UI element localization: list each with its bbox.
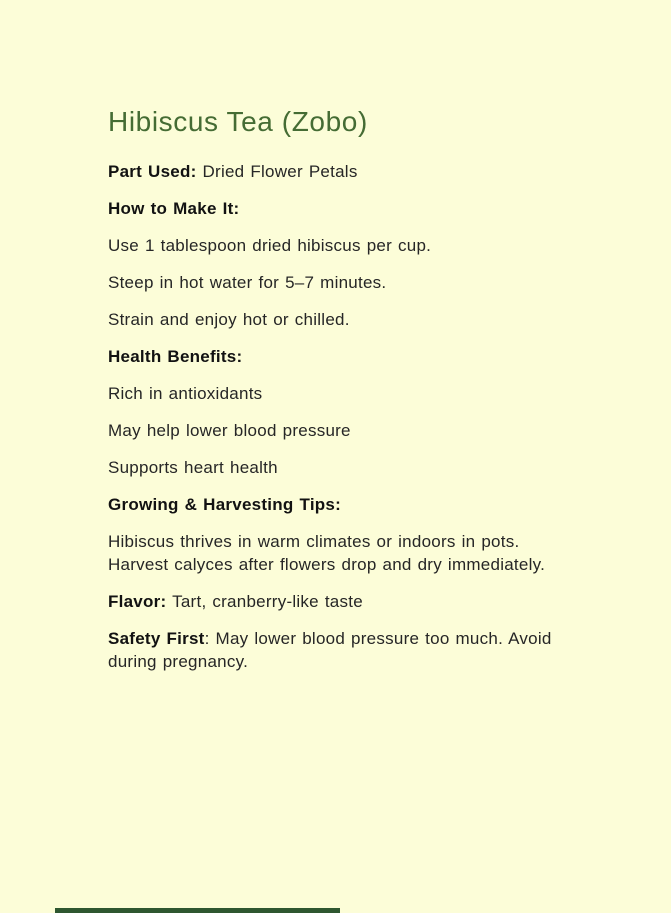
- paragraph-text: Rich in antioxidants: [108, 384, 263, 403]
- paragraph-part-used: [108, 160, 570, 183]
- section-label: How to Make It:: [108, 199, 240, 218]
- section-label: Growing & Harvesting Tips:: [108, 495, 342, 514]
- next-page-edge-bar: [55, 908, 340, 913]
- paragraph-text: : May lower blood pressure too much. Avoid during pregnancy.: [108, 629, 552, 671]
- paragraph-text: Use 1 tablespoon dried hibiscus per cup.: [108, 236, 432, 255]
- paragraph-text: Strain and enjoy hot or chilled.: [108, 310, 350, 329]
- section-label: Safety First: [108, 629, 205, 648]
- paragraph-text: Hibiscus thrives in warm climates or indoors in pots. Harvest calyces after flowers drop and dry immediately.: [108, 532, 546, 574]
- section-label: Flavor:: [108, 592, 167, 611]
- paragraph-step-3: [108, 308, 570, 331]
- paragraph-text: May help lower blood pressure: [108, 421, 351, 440]
- paragraph-how-to-make: [108, 197, 570, 220]
- paragraph-text: Supports heart health: [108, 458, 278, 477]
- paragraph-health-benefits: [108, 345, 570, 368]
- paragraph-benefit-1: [108, 382, 570, 405]
- section-label: Part Used:: [108, 162, 197, 181]
- paragraph-growing-tips-body: [108, 530, 570, 576]
- paragraph-step-1: [108, 234, 570, 257]
- paragraph-growing-tips: [108, 493, 570, 516]
- document-content: [108, 104, 570, 687]
- paragraph-text: Tart, cranberry-like taste: [166, 592, 363, 611]
- paragraph-text: Steep in hot water for 5–7 minutes.: [108, 273, 387, 292]
- paragraph-benefit-3: [108, 456, 570, 479]
- paragraph-safety: [108, 627, 570, 673]
- page-title: Hibiscus Tea (Zobo): [108, 106, 368, 137]
- paragraph-benefit-2: [108, 419, 570, 442]
- paragraph-step-2: [108, 271, 570, 294]
- section-label: Health Benefits:: [108, 347, 243, 366]
- paragraph-text: Dried Flower Petals: [196, 162, 358, 181]
- paragraph-flavor: [108, 590, 570, 613]
